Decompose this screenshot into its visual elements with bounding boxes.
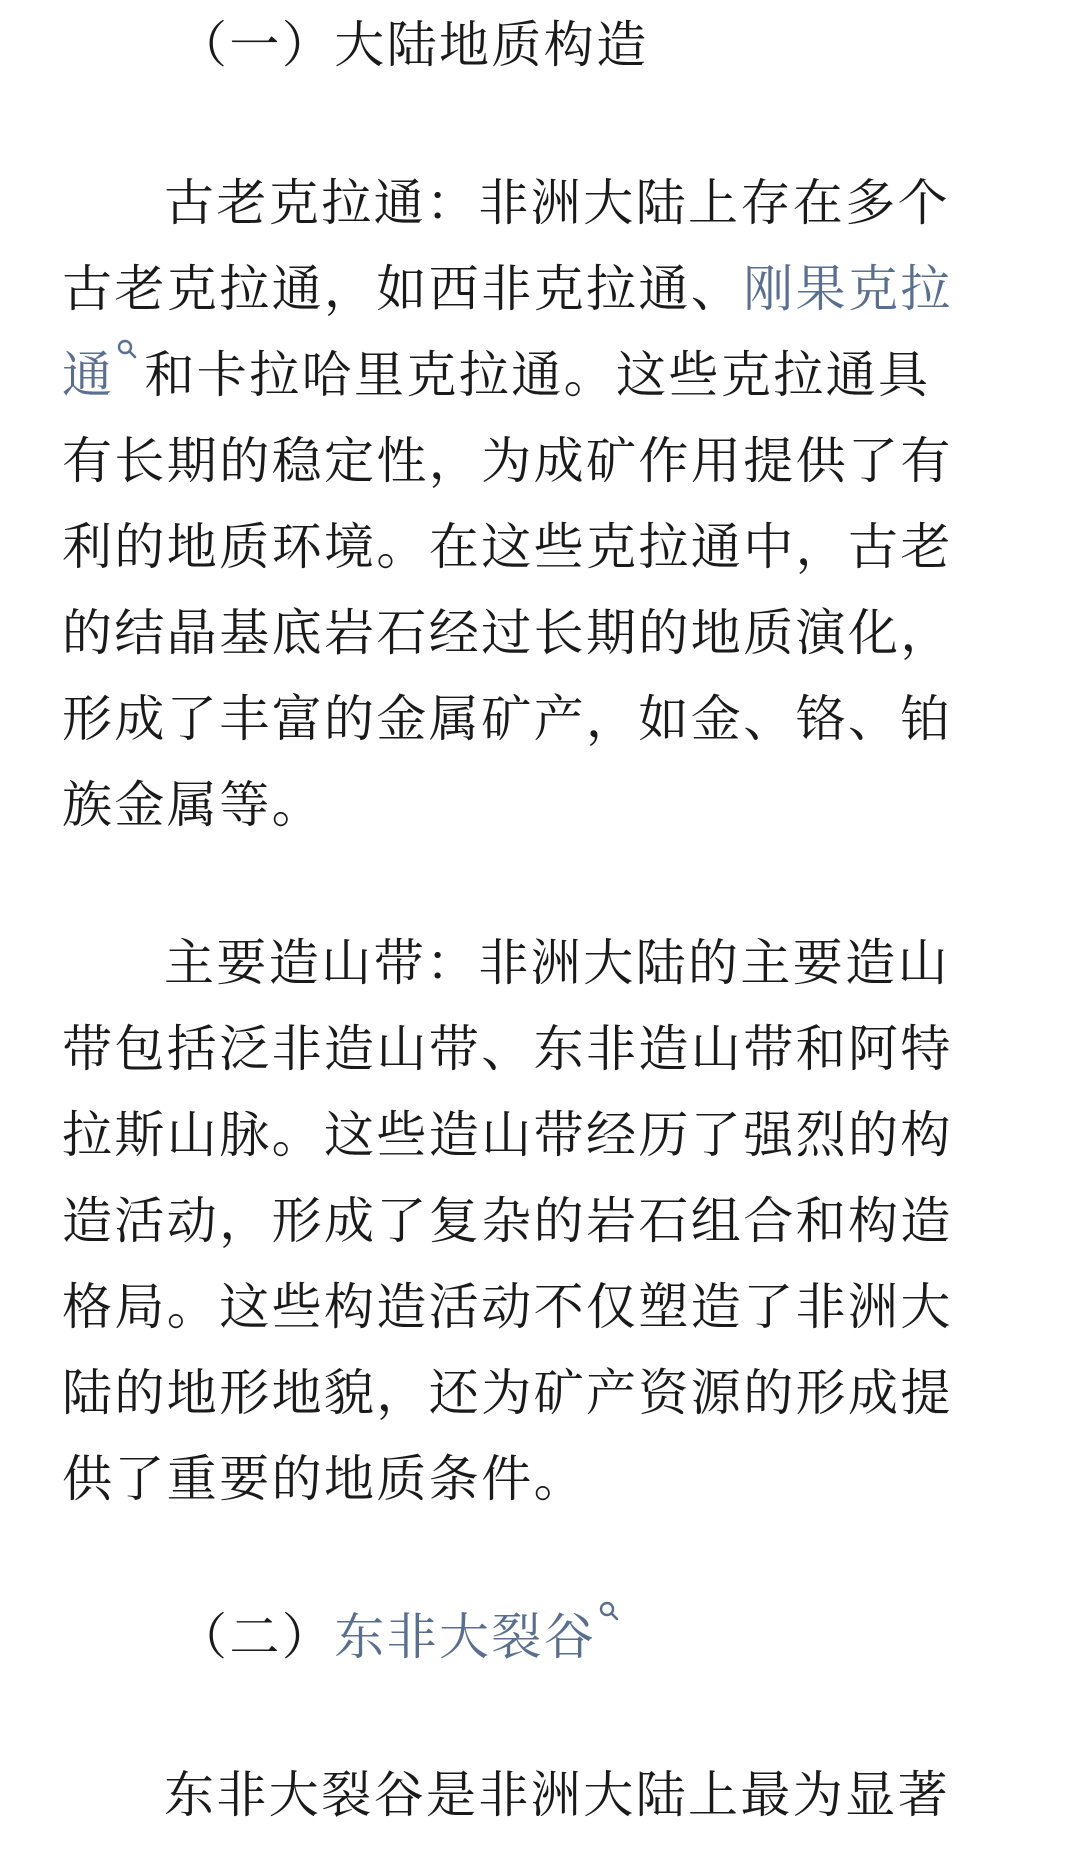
paragraph-craton (62, 160, 1020, 848)
paragraph-line: 陆的地形地貌，还为矿产资源的形成提 (62, 1364, 953, 1422)
paragraph-line: 利的地质环境。在这些克拉通中，古老 (62, 518, 953, 576)
paragraph-line: 族金属等。 (62, 776, 324, 834)
search-icon[interactable] (114, 332, 144, 382)
congo-craton-link[interactable]: 刚果克拉 (743, 260, 953, 318)
paragraph-line: 拉斯山脉。这些造山带经历了强烈的构 (62, 1106, 953, 1164)
article-body (62, 0, 1020, 1838)
paragraph-line: 造活动，形成了复杂的岩石组合和构造 (62, 1192, 953, 1250)
paragraph-text: 古老克拉通，如西非克拉通、 (62, 260, 744, 318)
section-heading-2 (62, 1594, 1020, 1680)
paragraph-line: 格局。这些构造活动不仅塑造了非洲大 (62, 1278, 953, 1336)
paragraph-line: 有长期的稳定性，为成矿作用提供了有 (62, 432, 953, 490)
paragraph-line: 带包括泛非造山带、东非造山带和阿特 (62, 1020, 953, 1078)
paragraph-line: 形成了丰富的金属矿产，如金、铬、铂 (62, 690, 953, 748)
section-heading-2-prefix: （二） (177, 1608, 335, 1666)
paragraph-line: 供了重要的地质条件。 (62, 1450, 586, 1508)
paragraph-line (62, 246, 1020, 332)
section-heading-1-text: （一）大陆地质构造 (177, 16, 649, 74)
congo-craton-link-end[interactable]: 通 (62, 346, 115, 404)
east-african-rift-link[interactable]: 东非大裂谷 (334, 1608, 597, 1666)
paragraph-line: 古老克拉通：非洲大陆上存在多个 (164, 174, 950, 232)
paragraph-line: 主要造山带：非洲大陆的主要造山 (164, 934, 950, 992)
search-icon[interactable] (596, 1594, 626, 1644)
paragraph-orogenic-belts (62, 920, 1020, 1522)
paragraph-text: 和卡拉哈里克拉通。这些克拉通具 (144, 346, 931, 404)
paragraph-line: 东非大裂谷是非洲大陆上最为显著 (164, 1766, 950, 1824)
paragraph-line: 的结晶基底岩石经过长期的地质演化， (62, 604, 953, 662)
paragraph-rift (62, 1752, 1020, 1838)
paragraph-line (62, 332, 1020, 418)
section-heading-1 (62, 2, 1020, 88)
